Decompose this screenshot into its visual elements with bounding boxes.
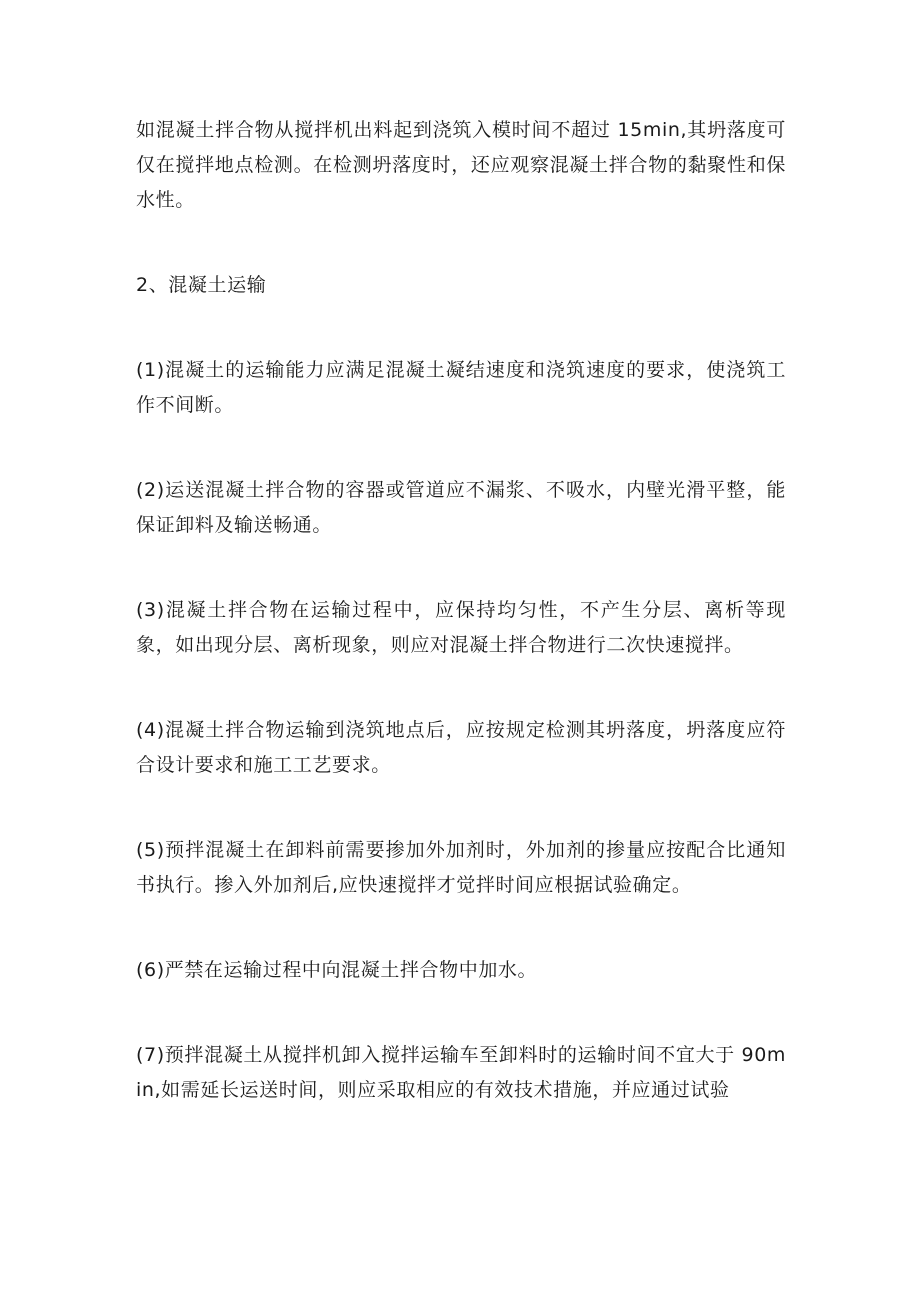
list-item-5: (5)预拌混凝土在卸料前需要掺加外加剂时，外加剂的掺量应按配合比通知书执行。掺入外加剂后,应快速搅拌才觉拌时间应根据试验确定。 xyxy=(136,839,786,896)
list-item-7: (7)预拌混凝土从搅拌机卸入搅拌运输车至卸料时的运输时间不宜大于 90min,如需延长运送时间，则应采取相应的有效技术措施，并应通过试验 xyxy=(136,1044,786,1101)
list-item-2: (2)运送混凝土拌合物的容器或管道应不漏浆、不吸水，内壁光滑平整，能保证卸料及输送畅通。 xyxy=(136,479,786,536)
list-item-1: (1)混凝土的运输能力应满足混凝土凝结速度和浇筑速度的要求，使浇筑工作不间断。 xyxy=(136,359,786,416)
list-item-6: (6)严禁在运输过程中向混凝土拌合物中加水。 xyxy=(136,959,538,981)
document-body xyxy=(136,113,786,1158)
list-item-4: (4)混凝土拌合物运输到浇筑地点后，应按规定检测其坍落度，坍落度应符合设计要求和施工工艺要求。 xyxy=(136,719,786,776)
section-heading: 2、混凝土运输 xyxy=(136,274,267,296)
intro-paragraph: 如混凝土拌合物从搅拌机出料起到浇筑入模时间不超过 15min,其坍落度可仅在搅拌地点检测。在检测坍落度时，还应观察混凝土拌合物的黏聚性和保水性。 xyxy=(136,119,786,211)
list-item-3: (3)混凝土拌合物在运输过程中，应保持均匀性，不产生分层、离析等现象，如出现分层、离析现象，则应对混凝土拌合物进行二次快速搅拌。 xyxy=(136,599,786,656)
